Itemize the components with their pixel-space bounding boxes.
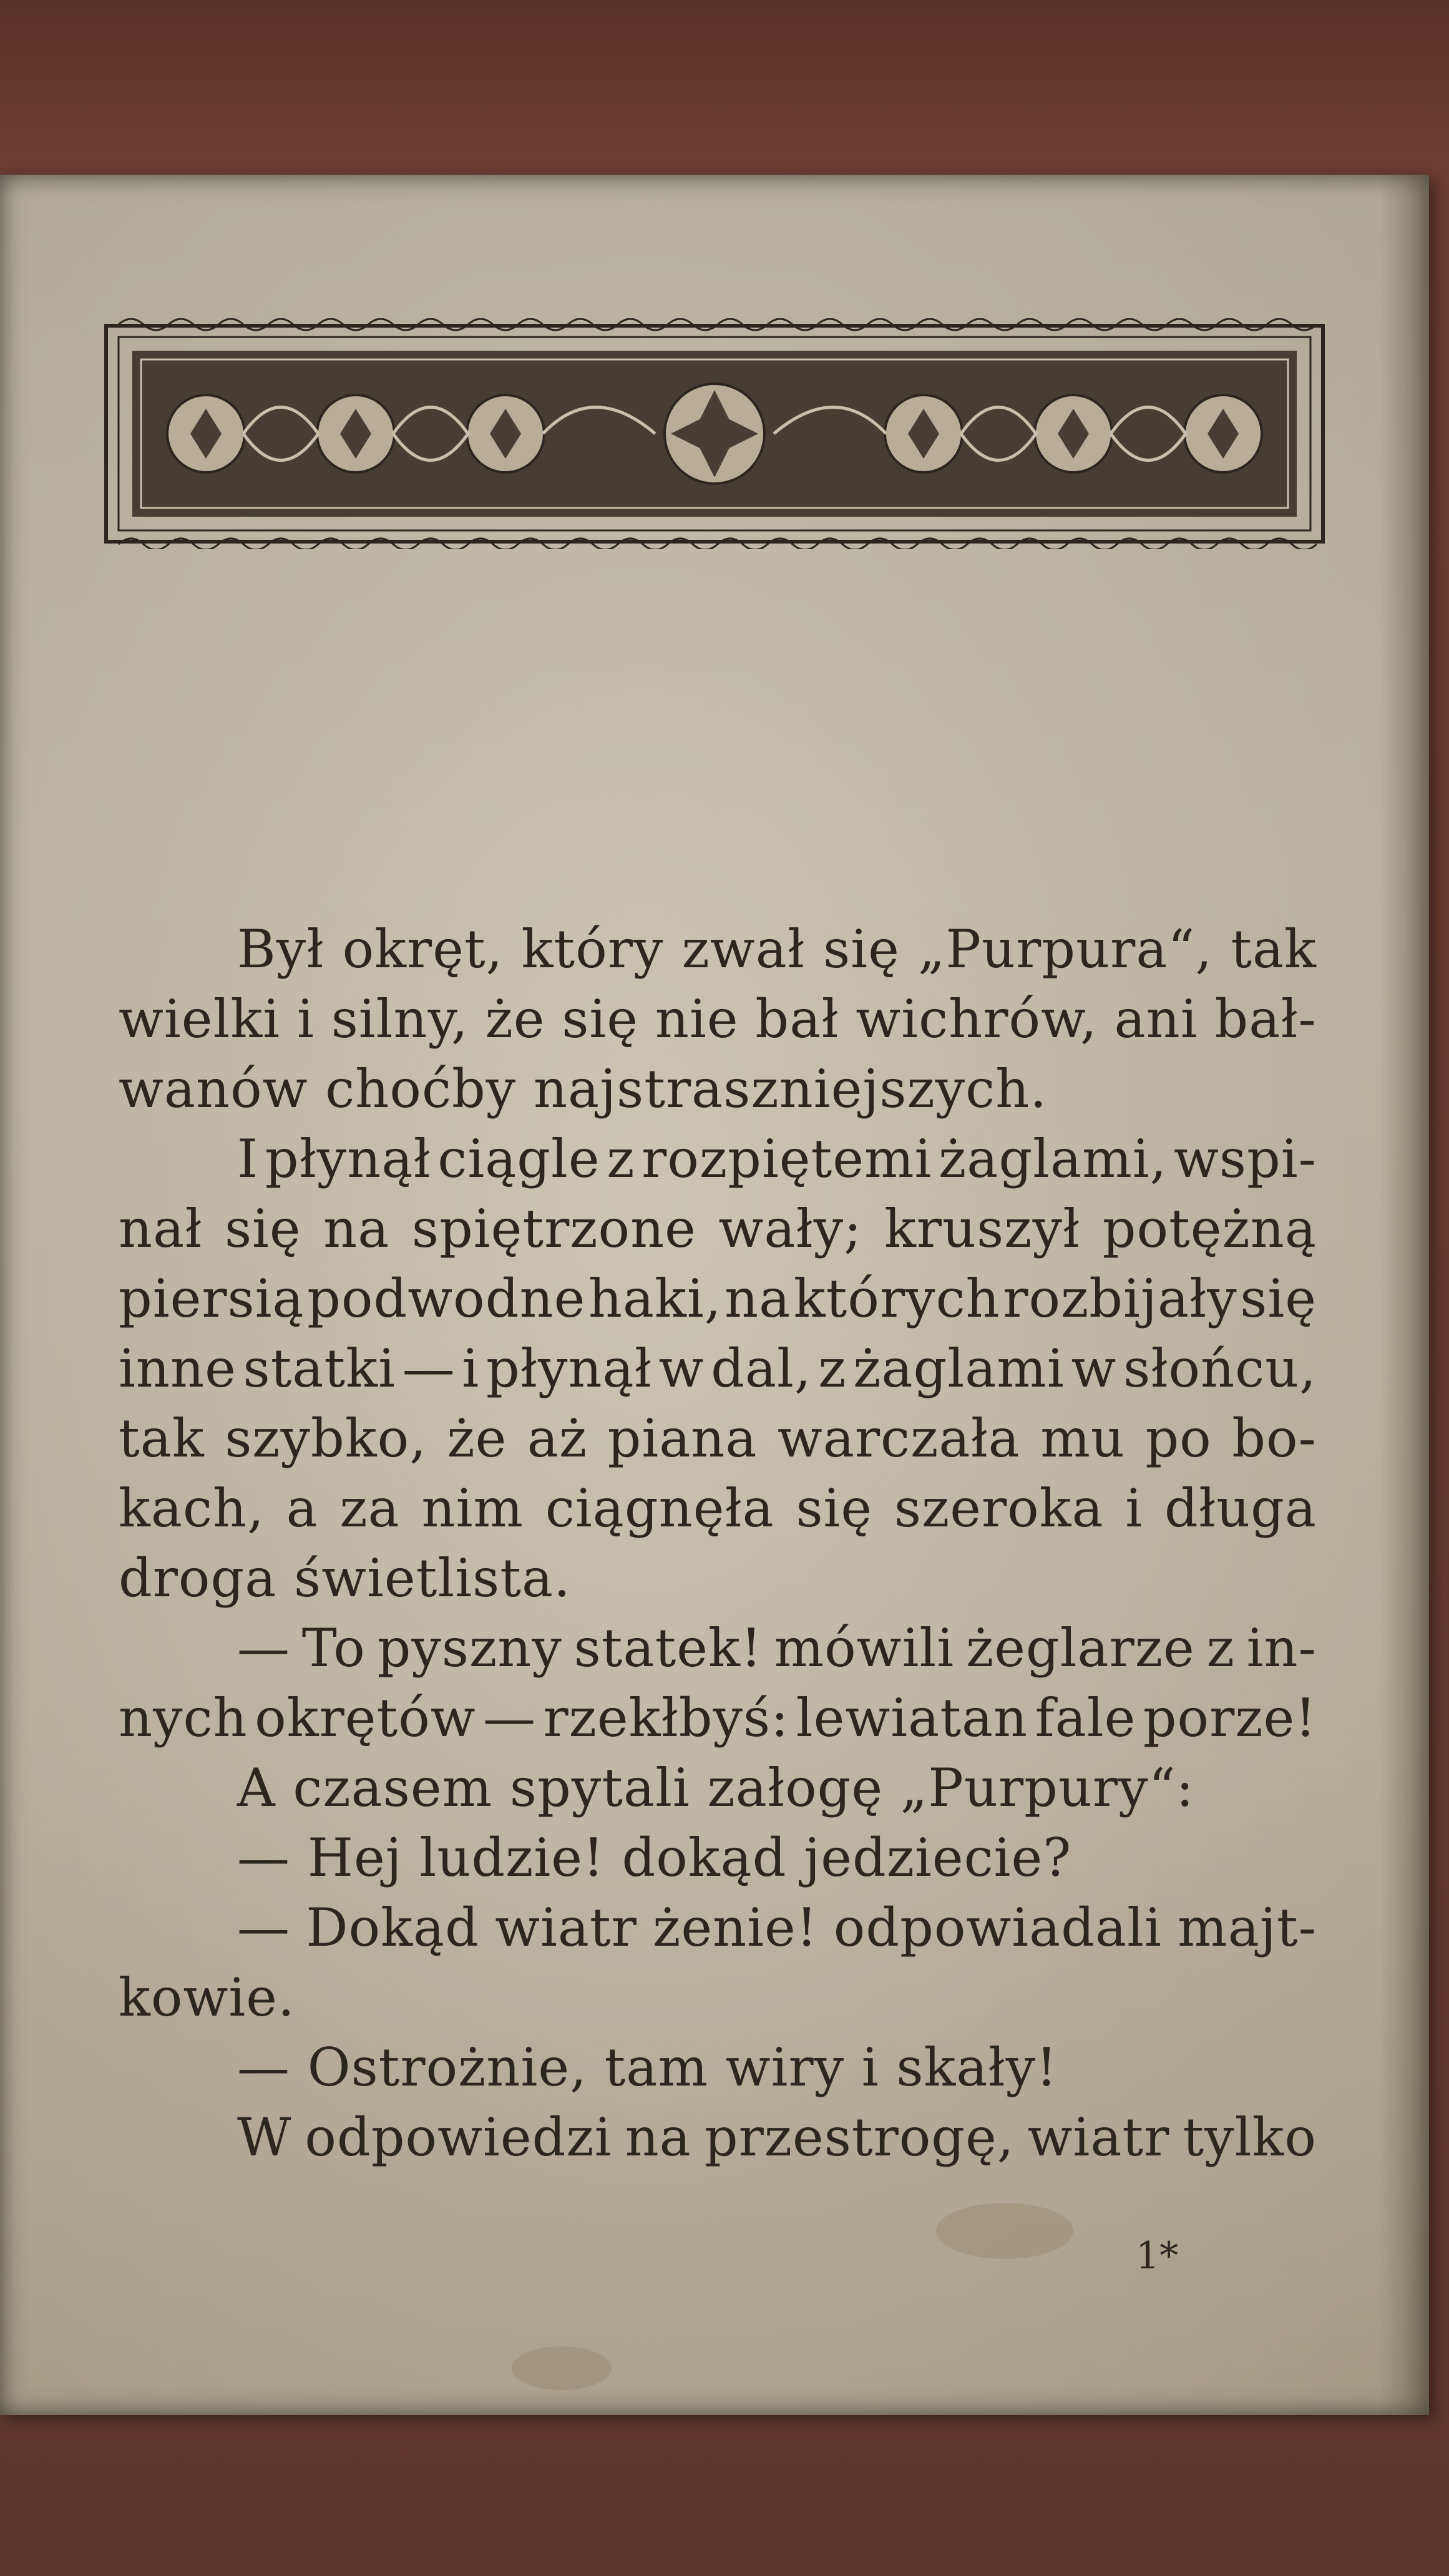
word: majt- [1178, 1897, 1317, 1958]
word: okrętów [255, 1687, 476, 1749]
word: bo- [1232, 1408, 1317, 1469]
word: rzekłbyś: [543, 1687, 789, 1749]
word: płynął [485, 1338, 652, 1399]
word: po [1145, 1408, 1212, 1469]
word: w [658, 1338, 705, 1399]
word: na [323, 1198, 390, 1259]
word: ciągle [437, 1128, 600, 1189]
decorative-header-ornament [94, 318, 1335, 549]
word: wielki [119, 988, 281, 1050]
word: nie [655, 988, 739, 1050]
word: tylko [1183, 2107, 1317, 2168]
word: i [462, 1338, 480, 1399]
word: — [237, 1897, 290, 1958]
word: że [485, 988, 545, 1050]
word: inne [119, 1338, 237, 1399]
word: piana [607, 1408, 758, 1469]
line-text: — Hej ludzie! dokąd jedziecie? [237, 1827, 1072, 1888]
word: słońcu, [1123, 1338, 1317, 1399]
word: piersią [119, 1268, 305, 1329]
word: żaglami [853, 1338, 1065, 1399]
text-line [119, 1543, 1317, 1613]
word: lewiatan [796, 1687, 1028, 1749]
text-line [119, 1683, 1317, 1753]
word: który [521, 919, 664, 980]
word: zwał [681, 919, 806, 980]
word: Był [237, 919, 324, 980]
word: mu [1040, 1408, 1125, 1469]
word: in- [1246, 1617, 1317, 1679]
word: się [796, 1478, 873, 1539]
word: statki [243, 1338, 396, 1399]
word: odpowiadali [833, 1897, 1162, 1958]
word: statek! [573, 1617, 763, 1679]
word: na [625, 2107, 691, 2168]
book-page [0, 175, 1429, 2415]
text-line [119, 1264, 1317, 1334]
word: się [224, 1198, 301, 1259]
word: w [1071, 1338, 1117, 1399]
word: odpowiedzi [305, 2107, 612, 2168]
word: długa [1164, 1478, 1317, 1539]
word: — [483, 1687, 537, 1749]
text-line [119, 2102, 1317, 2172]
word: rozbijały [1003, 1268, 1237, 1329]
word: żenie! [653, 1897, 818, 1958]
word: silny, [331, 988, 469, 1050]
word: i [296, 988, 315, 1050]
word: żeglarze [965, 1617, 1195, 1679]
word: z [1206, 1617, 1235, 1679]
text-line [119, 1963, 1317, 2032]
word: za [339, 1478, 400, 1539]
word: ciągnęła [545, 1478, 774, 1539]
word: podwodne [307, 1268, 586, 1329]
word: nim [421, 1478, 524, 1539]
word: kach, [119, 1478, 265, 1539]
word: W [237, 2107, 292, 2168]
word: z [607, 1128, 635, 1189]
word: wichrów, [856, 988, 1098, 1050]
word: z [818, 1338, 847, 1399]
word: mówili [774, 1617, 955, 1679]
word: haki, [588, 1268, 722, 1329]
line-text: droga świetlista. [119, 1548, 571, 1609]
text-line [119, 2032, 1317, 2102]
word: żaglami, [939, 1128, 1168, 1189]
page-edge-shadow [1379, 175, 1429, 2415]
word: fale [1035, 1687, 1136, 1749]
word: dal, [711, 1338, 812, 1399]
word: szybko, [225, 1408, 427, 1469]
word: bał [755, 988, 839, 1050]
text-line [119, 1054, 1317, 1124]
word: a [286, 1478, 318, 1539]
word: na [724, 1268, 791, 1329]
word: — [402, 1338, 456, 1399]
paper-stain [936, 2203, 1073, 2259]
body-text [119, 914, 1317, 2172]
paper-stain [512, 2346, 612, 2390]
word: i [1125, 1478, 1143, 1539]
text-line [119, 1753, 1317, 1823]
word: Dokąd [306, 1897, 479, 1958]
text-line [119, 1823, 1317, 1893]
line-text: wanów choćby najstraszniejszych. [119, 1058, 1048, 1120]
word: okręt, [342, 919, 504, 980]
text-line [119, 1194, 1317, 1264]
line-text: kowie. [119, 1967, 295, 2028]
word: wały; [718, 1198, 862, 1259]
word: których [793, 1268, 1000, 1329]
word: że [447, 1408, 507, 1469]
word: potężną [1102, 1198, 1317, 1259]
text-line [119, 1613, 1317, 1683]
text-line [119, 1403, 1317, 1473]
word: się [562, 988, 639, 1050]
text-line [119, 1334, 1317, 1403]
word: To [301, 1617, 366, 1679]
word: „Purpura“, [918, 919, 1213, 980]
word: pyszny [377, 1617, 562, 1679]
word: wiatr [495, 1897, 637, 1958]
word: — [237, 1617, 290, 1679]
word: wiatr [1027, 2107, 1170, 2168]
word: porze! [1143, 1687, 1317, 1749]
word: I [237, 1128, 259, 1189]
text-line [119, 1124, 1317, 1194]
word: tak [1231, 919, 1317, 980]
page-number: 1* [1136, 2234, 1179, 2278]
text-line [119, 914, 1317, 984]
line-text: — Ostrożnie, tam wiry i skały! [237, 2037, 1058, 2098]
word: się [1240, 1268, 1317, 1329]
word: przestrogę, [704, 2107, 1015, 2168]
word: bał- [1214, 988, 1317, 1050]
word: kruszył [884, 1198, 1081, 1259]
word: nał [119, 1198, 203, 1259]
line-text: A czasem spytali załogę „Purpury“: [237, 1757, 1194, 1818]
word: się [823, 919, 900, 980]
word: płynął [265, 1128, 431, 1189]
word: rozpiętemi [642, 1128, 932, 1189]
text-line [119, 984, 1317, 1054]
word: nych [119, 1687, 248, 1749]
word: tak [119, 1408, 205, 1469]
word: spiętrzone [411, 1198, 696, 1259]
word: ani [1114, 988, 1198, 1050]
text-line [119, 1473, 1317, 1543]
word: aż [527, 1408, 588, 1469]
text-line [119, 1893, 1317, 1963]
word: wspi- [1173, 1128, 1317, 1189]
word: szeroka [894, 1478, 1104, 1539]
word: warczała [777, 1408, 1020, 1469]
